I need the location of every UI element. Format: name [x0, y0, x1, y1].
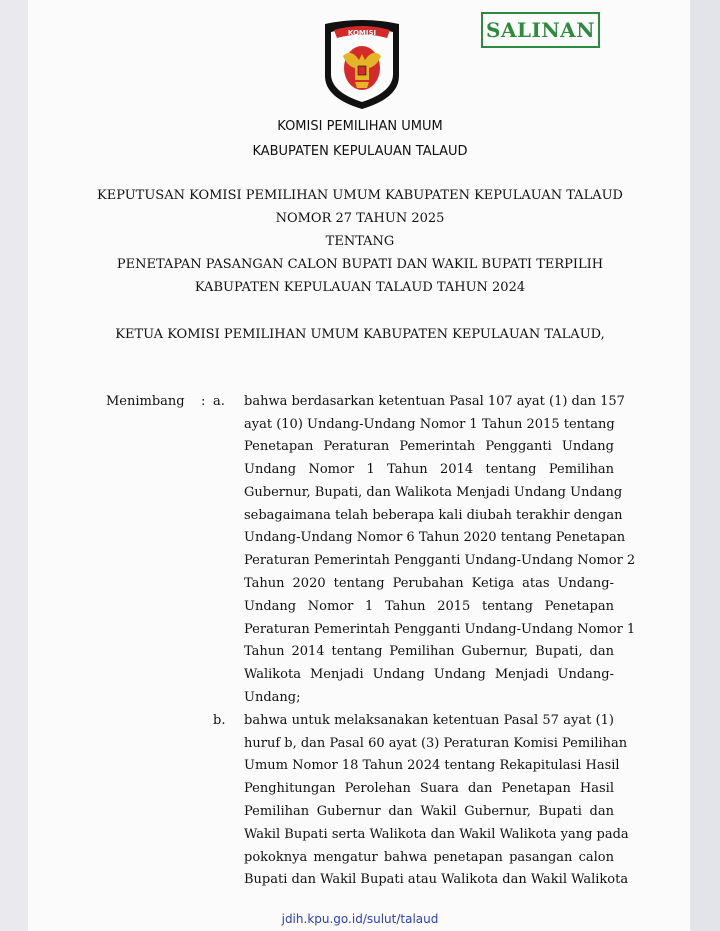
svg-text:KOMISI: KOMISI — [347, 29, 377, 37]
item-b-line: bahwa untuk melaksanakan ketentuan Pasal 57 ayat (1) — [244, 713, 614, 728]
item-b-line: Pemilihan Gubernur dan Wakil Gubernur, Bupati dan — [244, 804, 614, 819]
menimbang-colon: : — [201, 394, 206, 409]
item-a-line: Undang; — [244, 690, 301, 705]
item-b-line: pokoknya mengatur bahwa penetapan pasangan calon — [244, 850, 614, 865]
viewer-margin — [690, 0, 720, 931]
footer-url-link[interactable]: jdih.kpu.go.id/sulut/talaud — [281, 912, 439, 926]
item-a-line: Tahun 2014 tentang Pemilihan Gubernur, Bupati, dan — [244, 644, 614, 659]
item-a-line: sebagaimana telah beberapa kali diubah terakhir dengan — [244, 508, 623, 523]
item-a-line: Peraturan Pemerintah Pengganti Undang-Undang Nomor 2 — [244, 553, 636, 568]
chair-heading: KETUA KOMISI PEMILIHAN UMUM KABUPATEN KEPULAUAN TALAUD, — [115, 327, 605, 342]
decision-number: NOMOR 27 TAHUN 2025 — [275, 211, 445, 226]
decision-title: KEPUTUSAN KOMISI PEMILIHAN UMUM KABUPATEN KEPULAUAN TALAUD — [97, 188, 623, 203]
item-a-line: Undang Nomor 1 Tahun 2015 tentang Penetapan — [244, 599, 614, 614]
decision-subject: PENETAPAN PASANGAN CALON BUPATI DAN WAKIL BUPATI TERPILIH — [116, 257, 604, 272]
item-a-line: Undang-Undang Nomor 6 Tahun 2020 tentang Penetapan — [244, 530, 626, 545]
item-a-line: Tahun 2020 tentang Perubahan Ketiga atas Undang- — [244, 576, 614, 591]
item-b-line: Umum Nomor 18 Tahun 2024 tentang Rekapitulasi Hasil — [244, 758, 620, 773]
item-a-line: Peraturan Pemerintah Pengganti Undang-Undang Nomor 1 — [244, 622, 636, 637]
item-b-line: Bupati dan Wakil Bupati atau Walikota dan Wakil Walikota — [244, 872, 629, 887]
item-b-line: Wakil Bupati serta Walikota dan Wakil Walikota yang pada — [244, 827, 629, 842]
org-name: KOMISI PEMILIHAN UMUM — [277, 119, 443, 134]
item-b-line: Penghitungan Perolehan Suara dan Penetapan Hasil — [244, 781, 614, 796]
item-a-marker: a. — [213, 394, 225, 409]
org-region: KABUPATEN KEPULAUAN TALAUD — [252, 144, 468, 159]
item-a-line: Penetapan Peraturan Pemerintah Pengganti Undang — [244, 439, 614, 454]
item-a-line: Gubernur, Bupati, dan Walikota Menjadi Undang Undang — [244, 485, 623, 500]
item-a-line: ayat (10) Undang-Undang Nomor 1 Tahun 2015 tentang — [244, 417, 615, 432]
item-b-line: huruf b, dan Pasal 60 ayat (3) Peraturan Komisi Pemilihan — [244, 736, 628, 751]
menimbang-label: Menimbang — [106, 394, 185, 409]
kpu-garuda-logo-icon — [321, 18, 403, 110]
item-b-marker: b. — [213, 713, 226, 728]
item-a-line: Undang Nomor 1 Tahun 2014 tentang Pemilihan — [244, 462, 614, 477]
decision-about: TENTANG — [325, 234, 395, 249]
item-a-line: bahwa berdasarkan ketentuan Pasal 107 ayat (1) dan 157 — [244, 394, 625, 409]
decision-subject-cont: KABUPATEN KEPULAUAN TALAUD TAHUN 2024 — [194, 280, 526, 295]
item-a-line: Walikota Menjadi Undang Undang Menjadi Undang- — [244, 667, 614, 682]
salinan-stamp: SALINAN — [481, 12, 600, 48]
